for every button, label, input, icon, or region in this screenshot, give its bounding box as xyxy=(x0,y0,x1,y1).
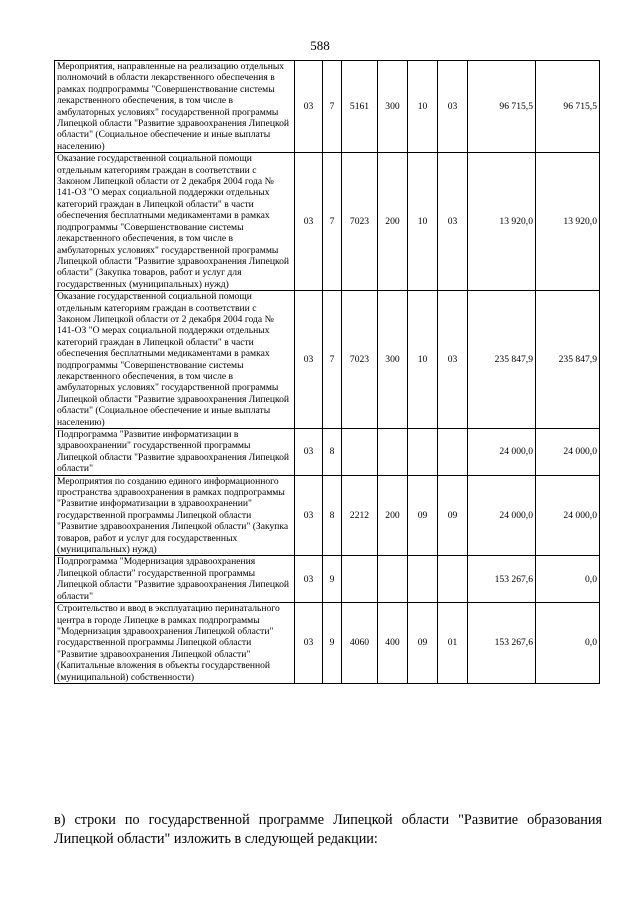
amount-revised: 235 847,9 xyxy=(536,291,600,429)
page-number: 588 xyxy=(310,38,330,53)
table-row xyxy=(55,291,600,429)
amount-revised: 24 000,0 xyxy=(536,429,600,476)
amount-planned: 153 267,6 xyxy=(468,556,536,603)
amount-planned: 13 920,0 xyxy=(468,153,536,291)
code-subsection: 03 xyxy=(438,153,468,291)
code-subprogram: 9 xyxy=(323,556,342,603)
code-section: 09 xyxy=(408,475,438,556)
amount-planned: 24 000,0 xyxy=(468,475,536,556)
table-row xyxy=(55,603,600,684)
table-row xyxy=(55,556,600,603)
code-expense-type xyxy=(378,429,408,476)
code-expense-type: 300 xyxy=(378,61,408,153)
row-description: Оказание государственной социальной помощи отдельным категориям граждан в соответствии с Законом Липецкой области от 2 декабря 2004 года № 141-ОЗ "О мерах социальной поддержки отдельных категорий граждан в Липецкой области" в части обеспечения бесплатными медикаментами в рамках подпрограммы "Совершенствование системы лекарственного обеспечения, в том числе в амбулаторных условиях" государственной программы Липецкой области "Развитие здравоохранения Липецкой области" (Закупка товаров, работ и услуг для государственных (муниципальных) нужд) xyxy=(55,153,295,291)
code-expense-type: 200 xyxy=(378,475,408,556)
code-program: 03 xyxy=(295,429,323,476)
row-description: Строительство и ввод в эксплуатацию перинатального центра в городе Липецке в рамках подпрограммы "Модернизация здравоохранения Липецкой области" государственной программы Липецкой области "Развитие здравоохранения Липецкой области" (Капитальные вложения в объекты государственной (муниципальной) собственности) xyxy=(55,603,295,684)
table-row xyxy=(55,429,600,476)
code-section: 10 xyxy=(408,291,438,429)
code-subprogram: 8 xyxy=(323,475,342,556)
code-direction: 5161 xyxy=(342,61,378,153)
code-subsection: 09 xyxy=(438,475,468,556)
code-subprogram: 9 xyxy=(323,603,342,684)
amount-revised: 24 000,0 xyxy=(536,475,600,556)
row-description: Подпрограмма "Модернизация здравоохранения Липецкой области" государственной программы Липецкой области "Развитие здравоохранения Липецкой области" xyxy=(55,556,295,603)
code-subsection xyxy=(438,429,468,476)
code-program: 03 xyxy=(295,153,323,291)
code-expense-type: 200 xyxy=(378,153,408,291)
code-section: 10 xyxy=(408,61,438,153)
code-section xyxy=(408,556,438,603)
code-program: 03 xyxy=(295,291,323,429)
code-expense-type: 400 xyxy=(378,603,408,684)
code-expense-type: 300 xyxy=(378,291,408,429)
table-row xyxy=(55,153,600,291)
code-subsection xyxy=(438,556,468,603)
code-program: 03 xyxy=(295,556,323,603)
code-program: 03 xyxy=(295,61,323,153)
amount-planned: 153 267,6 xyxy=(468,603,536,684)
code-subsection: 01 xyxy=(438,603,468,684)
budget-table xyxy=(54,60,600,684)
row-description: Оказание государственной социальной помощи отдельным категориям граждан в соответствии с Законом Липецкой области от 2 декабря 2004 года № 141-ОЗ "О мерах социальной поддержки отдельных категорий граждан в Липецкой области" в части обеспечения бесплатными медикаментами в рамках подпрограммы "Совершенствование системы лекарственного обеспечения, в том числе в амбулаторных условиях" государственной программы Липецкой области "Развитие здравоохранения Липецкой области" (Социальное обеспечение и иные выплаты населению) xyxy=(55,291,295,429)
code-direction xyxy=(342,429,378,476)
row-description: Мероприятия, направленные на реализацию отдельных полномочий в области лекарственного обеспечения в рамках подпрограммы "Совершенствование системы лекарственного обеспечения, в том числе в амбулаторных условиях" государственной программы Липецкой области "Развитие здравоохранения Липецкой области" (Социальное обеспечение и иные выплаты населению) xyxy=(55,61,295,153)
code-direction: 2212 xyxy=(342,475,378,556)
amount-planned: 235 847,9 xyxy=(468,291,536,429)
code-subsection: 03 xyxy=(438,61,468,153)
code-subprogram: 7 xyxy=(323,291,342,429)
amount-revised: 13 920,0 xyxy=(536,153,600,291)
code-subsection: 03 xyxy=(438,291,468,429)
row-description: Подпрограмма "Развитие информатизации в здравоохранении" государственной программы Липецкой области "Развитие здравоохранения Липецкой области" xyxy=(55,429,295,476)
amount-revised: 96 715,5 xyxy=(536,61,600,153)
code-subprogram: 8 xyxy=(323,429,342,476)
row-description: Мероприятия по созданию единого информационного пространства здравоохранения в рамках подпрограммы "Развитие информатизации в здравоохранении" государственной программы Липецкой области "Развитие здравоохранения Липецкой области" (Закупка товаров, работ и услуг для государственных (муниципальных) нужд) xyxy=(55,475,295,556)
code-direction: 4060 xyxy=(342,603,378,684)
amount-planned: 24 000,0 xyxy=(468,429,536,476)
table-row xyxy=(55,61,600,153)
code-section: 10 xyxy=(408,153,438,291)
amount-revised: 0,0 xyxy=(536,603,600,684)
code-subprogram: 7 xyxy=(323,61,342,153)
table-row xyxy=(55,475,600,556)
code-program: 03 xyxy=(295,475,323,556)
footer-paragraph: в) строки по государственной программе Липецкой области "Развитие образования Липецкой области" изложить в следующей редакции: xyxy=(54,812,602,847)
amount-revised: 0,0 xyxy=(536,556,600,603)
code-direction: 7023 xyxy=(342,291,378,429)
amount-planned: 96 715,5 xyxy=(468,61,536,153)
code-expense-type xyxy=(378,556,408,603)
code-program: 03 xyxy=(295,603,323,684)
code-direction: 7023 xyxy=(342,153,378,291)
code-subprogram: 7 xyxy=(323,153,342,291)
code-section xyxy=(408,429,438,476)
code-direction xyxy=(342,556,378,603)
code-section: 09 xyxy=(408,603,438,684)
